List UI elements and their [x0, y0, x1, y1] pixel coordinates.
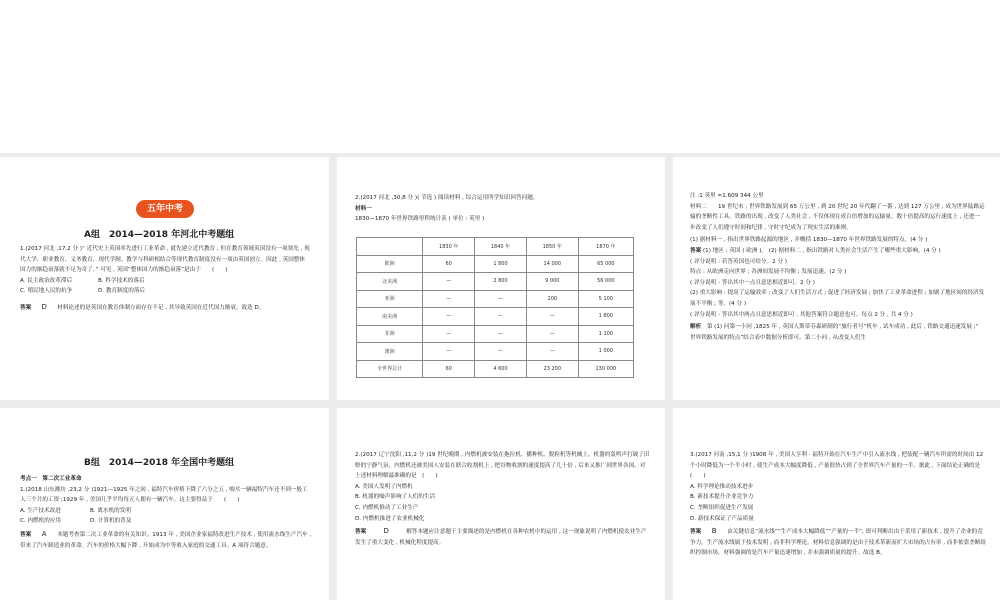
answer-label: 答案 [690, 529, 702, 536]
table-cell: — [423, 273, 475, 291]
answer-block [20, 529, 312, 551]
slide-hebei-group-a [0, 157, 329, 400]
answer-text: 本题考查第二次工业革命的有关知识。1913 年 , 美国企业家福特改进生产技术 , 使用流水线生产汽车 , 带来了汽车制造业的革命。汽车的价格大幅下降 , 开始成为中等收入家庭的交通工具。A 项符合题意。 [20, 531, 312, 549]
option-a: A. 美国人发明了内燃机 [355, 483, 413, 490]
table-row-label: 南美洲 [357, 308, 423, 326]
table-row-label: 欧洲 [357, 255, 423, 273]
slide-henan-question [673, 408, 1000, 600]
question-text: 2.(2017 辽宁沈阳 ,11,2 分 )19 世纪晚期 , 内燃机被安装在拖拉机、播种机、脱粒机等机械上。机器的轰鸣声打破了田野的宁静气氛。内燃机还被美国人安装在联合收割机上 , 把谷物收割的速度提高了几十倍 , 后来又推广到世界各国。对上述材料理解最准确的是 ( ) [355, 452, 650, 480]
option-d: D. 内燃机推进了农业机械化 [355, 515, 425, 522]
table-cell: 56 000 [578, 273, 633, 291]
table-row-label: 全世界总计 [357, 360, 423, 378]
railway-mileage-table [356, 237, 634, 378]
option-d: D. 新技术保证了产品质量 [690, 515, 754, 522]
table-row-label: 北美洲 [357, 273, 423, 291]
answer-label: 答案 [20, 304, 32, 311]
option-b: B. 科学技术的落后 [98, 277, 145, 284]
table-cell: 4 600 [475, 360, 527, 378]
answer-2: 特点 : 从欧洲走向世界 ; 各洲间发展不均衡 ; 发展迅速。(2 分 ) [690, 269, 847, 276]
table-cell: 1 800 [475, 255, 527, 273]
table-cell: 2 800 [475, 273, 527, 291]
answer-note-3: ( 评分说明 : 答出其中两点且意思相近即可 , 其他答案符合题意也可。每点 2 分 , 共 4 分 ) [690, 311, 913, 318]
answer-letter: B [711, 527, 717, 536]
table-cell: — [423, 343, 475, 361]
answer-letter: A [41, 529, 47, 538]
table-cell: — [475, 308, 527, 326]
table-header-cell [357, 238, 423, 256]
answer-block [690, 526, 986, 559]
option-c: C. 内燃机的应用 [20, 518, 62, 525]
answer-letter: D [383, 527, 389, 536]
option-b: B. 机器的噪声影响了人们的生活 [355, 494, 436, 501]
topic-heading: 考点一 第二次工业革命 [20, 476, 82, 482]
table-row [357, 343, 634, 361]
answer-label: 答案 [355, 529, 367, 536]
table-row-label: 澳洲 [357, 343, 423, 361]
option-a: A. 科学理论推动技术进步 [690, 483, 754, 490]
section-title: B组 2014—2018 年全国中考题组 [84, 458, 235, 468]
answer-3: (2) 重大影响 : 提高了运输效率 ; 改变了人们生活方式 ; 促进了经济发展 ; 加快了工业革命进程 ; 加剧了地区间的经济发展不平衡 ; 等。(4 分 ) [690, 290, 985, 307]
table-header-cell: 1850 年 [526, 238, 578, 256]
table-cell: — [423, 325, 475, 343]
answer-label: 答案 [690, 247, 702, 254]
question-text: 2.(2017 河北 ,30,8 分 )( 节选 ) 阅读材料 , 综合运用所学知识回答问题。 [355, 195, 539, 201]
option-b: B. 新技术提升企业竞争力 [690, 494, 754, 501]
table-cell: — [526, 343, 578, 361]
option-d: D. 计算机的普及 [90, 518, 132, 525]
slide-shenyang-question [337, 408, 665, 600]
table-row [357, 308, 634, 326]
table-cell: — [526, 308, 578, 326]
table-row-label: 亚洲 [357, 290, 423, 308]
table-row [357, 255, 634, 273]
table-cell: 130 000 [578, 360, 633, 378]
table-row-label: 非洲 [357, 325, 423, 343]
answer-text: 材料论述的是英国在教育体制方面存在不足 , 其导致英国在近代国力渐衰。故选 D。 [57, 304, 265, 311]
table-row [357, 290, 634, 308]
five-year-exam-badge: 五年中考 [136, 200, 194, 218]
option-a: A. 民主政治改革滞后 [20, 277, 73, 284]
option-b: B. 离水机的发明 [90, 507, 131, 514]
answer-letter: D [41, 302, 47, 311]
sub-question-2: (2) 据材料二 , 指出铁路对人类社会生活产生了哪些重大影响。(4 分 ) [768, 247, 941, 254]
blank-slide-area [0, 0, 1000, 153]
table-cell: — [475, 343, 527, 361]
table-cell: 60 [423, 360, 475, 378]
section-title: A组 2014—2018 年河北中考题组 [84, 230, 235, 240]
table-cell: 23 200 [526, 360, 578, 378]
table-cell: 200 [526, 290, 578, 308]
material-two: 材料二 19 世纪末 , 世界铁路发展到 65 万公里 , 到 20 世纪 20 年代翻了一番 , 达到 127 万公里 , 成为世界陆路运输的垄断性工具。铁路的出现 , 改变了人类社会 , 不仅体现在成百倍增加的运输量、数十倍提高的运行速度上 , 还进一步改变了人们遵守时间和纪律 , 守时守纪成为了现实生活的准则。 [690, 203, 985, 231]
table-cell: — [423, 308, 475, 326]
unit-note: 注 :1 英里 ≈1.609 344 公里 [690, 193, 764, 199]
table-cell: 1 100 [578, 325, 633, 343]
table-cell: 1 800 [578, 308, 633, 326]
analysis-block [690, 322, 985, 343]
table-cell: — [475, 325, 527, 343]
option-a: A. 生产技术改进 [20, 507, 61, 514]
slide-railway-answer [673, 157, 1000, 400]
slide-railway-table [337, 157, 665, 400]
table-cell: 65 000 [578, 255, 633, 273]
answer-note-2: ( 评分说明 : 答出其中一点且意思相近即可。2 分 ) [690, 279, 815, 286]
table-cell: 9 000 [526, 273, 578, 291]
table-header-cell: 1870 年 [578, 238, 633, 256]
table-header-row [357, 238, 634, 256]
option-d: D. 教育制度的落后 [98, 288, 146, 295]
table-header-cell: 1840 年 [475, 238, 527, 256]
answer-note-1: ( 评分说明 : 若答英国也可给分。2 分 ) [690, 258, 788, 265]
option-c: C. 内燃机推动了工业生产 [355, 504, 419, 511]
answer-label: 答案 [20, 531, 32, 538]
answer-block [20, 302, 310, 314]
table-cell: — [526, 325, 578, 343]
analysis-label: 解析 [690, 324, 702, 331]
table-cell: 60 [423, 255, 475, 273]
table-caption: 1830—1870 年世界铁路里程统计表 ( 单位 : 英里 ) [355, 216, 485, 223]
sub-question-1: (1) 据材料一 , 指出世界铁路起源的地区 , 并概括 1830—1870 年世界铁路发展的特点。(4 分 ) [690, 237, 928, 244]
analysis-text: 第 (1) 问第一小问 ,1825 年 , 英国人斯蒂芬森研制的“旅行者号”机车 , 试车成功 , 此后 , 铁路交通迅速发展 ;“ 世界铁路发展的特点”结合表中数据分析即可。第二小问 , 从改变人们生 [690, 324, 979, 341]
option-c: C. 殖民地人民的抗争 [20, 288, 73, 295]
answer-block [355, 526, 650, 548]
table-row [357, 360, 634, 378]
answer-text: 由关键信息“流水线”“生产成本大幅降低”“产量的一半”, 即可判断出由于采用了新技术 , 提升了企业的竞争力。生产流水线属于技术发明 , 而非科学理论。材料信息强调的是由于技术革新而扩大市场的占有率 , 而非依靠垄断组织控制市场。材料强调的是汽车产量迅速增加 , 并未强调质量的提升。故选 B。 [690, 529, 986, 557]
question-text: 1.(2018 山东潍坊 ,23,2 分 )1921—1925 年之间 , 福特汽车价格下降了六分之五 , 购买一辆福特汽车还不到一般工人三个月的工资 ;1929 年 , 美国几乎平均每五人拥有一辆汽车。这主要得益于 ( ) [20, 486, 308, 504]
table-header-cell: 1830 年 [423, 238, 475, 256]
table-row [357, 273, 634, 291]
question-text: 1.(2017 河北 ,17,2 分 )“ 近代史上英国率先进行工业革命 , 就先建立近代教育 , 但在教育领域英国没有一项领先 , 现代大学、职业教育、义务教育、现代学制、教学与科研相结合等现代教育制度没有一项由英国创立。因此 , 英国整体国力的渐趋衰落就不足为奇了。” 可见 , 英国“整体国力的渐趋衰落”是由于 ( ) [20, 246, 310, 274]
option-c: C. 垄断组织促进生产发展 [690, 504, 754, 511]
table-cell: — [475, 290, 527, 308]
question-text: 3.(2017 河南 ,15,1 分 )1908 年 , 美国人亨利 · 福特开始在汽车生产中引入流水线 , 把装配一辆汽车所需的时间由 12 个小时降低为一个半小时 , 使生产成本大幅度降低 , 产量很快占到了全世界汽车产量的一半。据此 , 下面结论正确的是 ( ) [690, 452, 986, 480]
material-label: 材料一 [355, 205, 372, 212]
answer-line-1 [690, 246, 985, 257]
answer-text: 解答本题应注意题干主要描述的是内燃机在各种农机中的运用 , 这一现象说明了内燃机使农业生产发生了重大变化 , 机械化程度提高。 [355, 529, 647, 546]
table-cell: 5 100 [578, 290, 633, 308]
table-cell: — [423, 290, 475, 308]
table-row [357, 325, 634, 343]
slide-national-group-b [0, 408, 329, 600]
table-cell: 14 000 [526, 255, 578, 273]
answer-1: (1) 地区 : 英国 ( 欧洲 )。 [702, 247, 767, 254]
table-cell: 1 000 [578, 343, 633, 361]
